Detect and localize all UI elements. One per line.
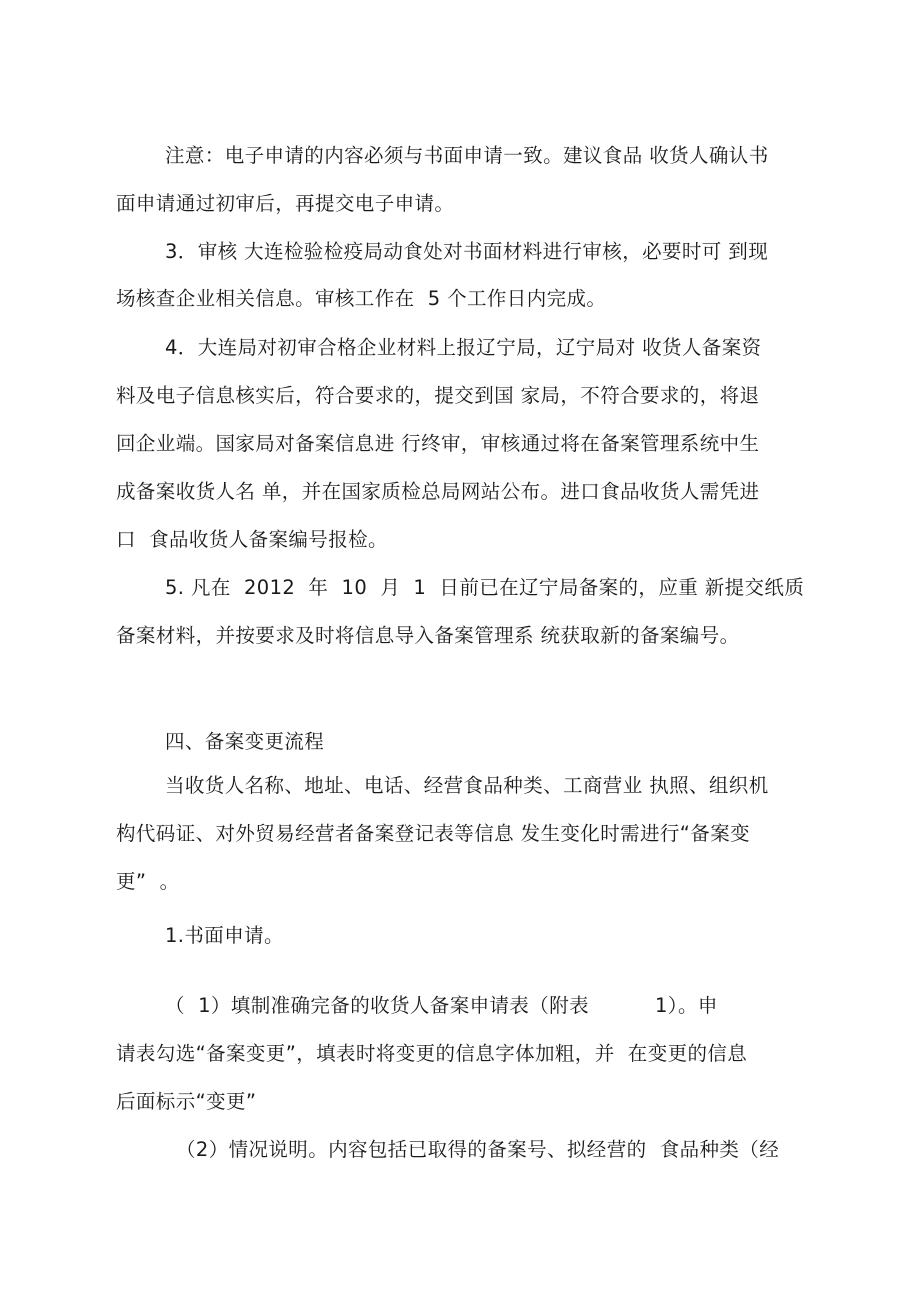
item-1-line-3: 后面标示“变更”: [116, 1090, 257, 1113]
item-2-line-1: （2）情况说明。内容包括已取得的备案号、拟经营的 食品种类（经: [176, 1138, 780, 1161]
paragraph-4-line-1: 4．大连局对初审合格企业材料上报辽宁局，辽宁局对 收货人备案资: [165, 336, 762, 359]
paragraph-change-line-3: 更” 。: [116, 870, 180, 893]
paragraph-4-line-3: 回企业端。国家局对备案信息进 行终审，审核通过将在备案管理系统中生: [116, 432, 760, 455]
paragraph-3-line-2: 场核查企业相关信息。审核工作在 5 个工作日内完成。: [116, 287, 607, 310]
paragraph-4-line-5: 口 食品收货人备案编号报检。: [116, 528, 388, 551]
item-1-line-2: 请表勾选“备案变更”，填表时将变更的信息字体加粗，并 在变更的信息: [116, 1042, 748, 1065]
paragraph-note-line-1: 注意：电子申请的内容必须与书面申请一致。建议食品 收货人确认书: [165, 144, 769, 167]
paragraph-4-line-2: 料及电子信息核实后，符合要求的，提交到国 家局，不符合要求的，将退: [116, 384, 760, 407]
paragraph-note-line-2: 面申请通过初审后，再提交电子申请。: [116, 192, 455, 215]
paragraph-4-line-4: 成备案收货人名 单，并在国家质检总局网站公布。进口食品收货人需凭进: [116, 480, 760, 503]
paragraph-3-line-1: 3．审核 大连检验检疫局动食处对书面材料进行审核，必要时可 到现: [165, 240, 769, 263]
section-heading: 四、备案变更流程: [165, 730, 325, 753]
paragraph-5-line-2: 备案材料，并按要求及时将信息导入备案管理系 统获取新的备案编号。: [116, 624, 740, 647]
paragraph-change-line-1: 当收货人名称、地址、电话、经营食品种类、工商营业 执照、组织机: [165, 774, 769, 797]
paragraph-change-line-2: 构代码证、对外贸易经营者备案登记表等信息 发生变化时需进行“备案变: [116, 822, 751, 845]
subheading-written-application: 1.书面申请。: [165, 924, 284, 947]
paragraph-5-line-1: 5. 凡在 2012 年 10 月 1 日前已在辽宁局备案的，应重 新提交纸质: [165, 576, 805, 599]
item-1-line-1: （ 1）填制准确完备的收货人备案申请表（附表 1）。申: [165, 994, 718, 1017]
